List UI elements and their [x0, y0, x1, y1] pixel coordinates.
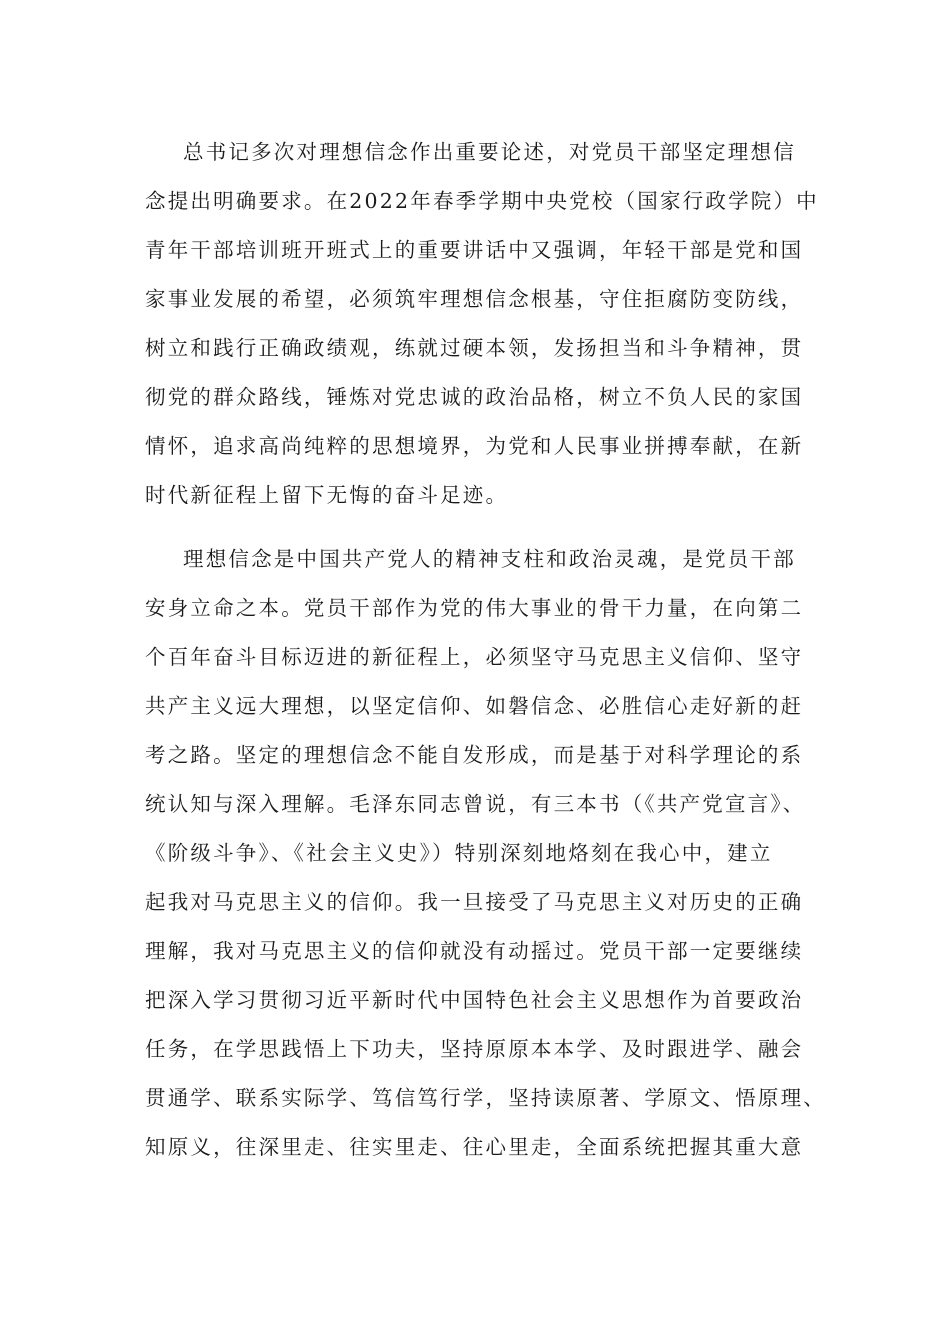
- text-line: 理想信念是中国共产党人的精神支柱和政治灵魂，是党员干部: [183, 547, 796, 571]
- body-text: [145, 128, 826, 1172]
- text-line: 安身立命之本。党员干部作为党的伟大事业的骨干力量，在向第二: [145, 596, 804, 620]
- text-line: 彻党的群众路线，锤炼对党忠诚的政治品格，树立不负人民的家国: [145, 385, 804, 409]
- paragraph-1: [145, 128, 819, 520]
- text-line: 个百年奋斗目标迈进的新征程上，必须坚守马克思主义信仰、坚守: [145, 645, 804, 669]
- text-line: 考之路。坚定的理想信念不能自发形成，而是基于对科学理论的系: [145, 743, 804, 767]
- text-line: 理解，我对马克思主义的信仰就没有动摇过。党员干部一定要继续: [145, 939, 804, 963]
- text-line: 树立和践行正确政绩观，练就过硬本领，发扬担当和斗争精神，贯: [145, 336, 804, 360]
- text-line: 贯通学、联系实际学、笃信笃行学，坚持读原著、学原文、悟原理、: [145, 1086, 826, 1110]
- text-line: 共产主义远大理想，以坚定信仰、如磐信念、必胜信心走好新的赶: [145, 694, 804, 718]
- text-line: 家事业发展的希望，必须筑牢理想信念根基，守住拒腐防变防线，: [145, 287, 804, 311]
- text-line: 时代新征程上留下无悔的奋斗足迹。: [145, 483, 509, 507]
- text-line: 知原义，往深里走、往实里走、往心里走，全面系统把握其重大意: [145, 1135, 804, 1159]
- text-line: 念提出明确要求。在2022年春季学期中央党校（国家行政学院）中: [145, 189, 819, 213]
- text-line: 总书记多次对理想信念作出重要论述，对党员干部坚定理想信: [183, 140, 796, 164]
- text-line: 情怀，追求高尚纯粹的思想境界，为党和人民事业拼搏奉献，在新: [145, 434, 804, 458]
- paragraph-2: [145, 535, 826, 1172]
- text-line: 青年干部培训班开班式上的重要讲话中又强调，年轻干部是党和国: [145, 238, 804, 262]
- text-line: 把深入学习贯彻习近平新时代中国特色社会主义思想作为首要政治: [145, 988, 804, 1012]
- text-line: 任务，在学思践悟上下功夫，坚持原原本本学、及时跟进学、融会: [145, 1037, 804, 1061]
- text-line: 统认知与深入理解。毛泽东同志曾说，有三本书（《共产党宣言》、: [145, 792, 806, 816]
- text-line: 《阶级斗争》、《社会主义史》）特别深刻地烙刻在我心中，建立: [145, 841, 773, 865]
- text-line: 起我对马克思主义的信仰。我一旦接受了马克思主义对历史的正确: [145, 890, 804, 914]
